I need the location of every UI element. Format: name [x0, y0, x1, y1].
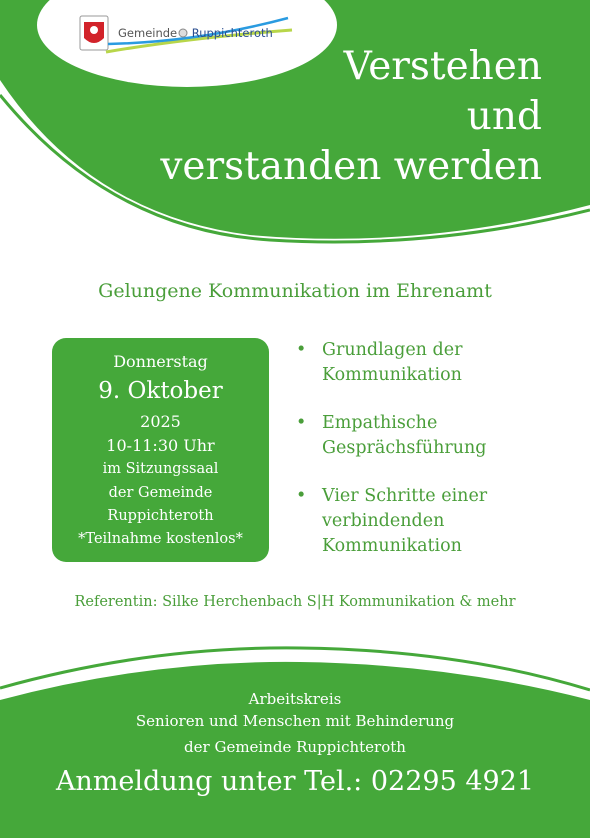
topic-text: Empathische Gesprächsführung	[322, 413, 487, 458]
subtitle: Gelungene Kommunikation im Ehrenamt	[98, 280, 492, 302]
referent-line: Referentin: Silke Herchenbach S|H Kommunikation & mehr	[74, 594, 516, 610]
topic-item	[296, 411, 487, 461]
logo-name: Gemeinde	[118, 26, 178, 40]
footer-line-2: Senioren und Menschen mit Behinderung	[135, 712, 455, 730]
headline-line-1: Verstehen	[343, 44, 542, 89]
topic-item	[296, 338, 487, 388]
bullet-icon: •	[296, 486, 307, 506]
registration-phone: Anmeldung unter Tel.: 02295 4921	[55, 766, 535, 797]
event-place-line-1: im Sitzungssaal	[102, 461, 219, 477]
topic-item	[296, 484, 487, 559]
logo-place: Ruppichteroth	[191, 26, 273, 40]
event-year: 2025	[140, 412, 181, 431]
event-place-line-2: der Gemeinde	[108, 485, 213, 501]
bullet-icon: •	[296, 413, 307, 433]
event-weekday: Donnerstag	[113, 352, 208, 371]
topic-list	[296, 338, 487, 582]
footer-line-1: Arbeitskreis	[248, 690, 342, 708]
event-note: *Teilnahme kostenlos*	[78, 531, 243, 547]
footer-line-3: der Gemeinde Ruppichteroth	[184, 738, 406, 756]
headline	[160, 42, 542, 192]
event-info-box	[52, 338, 269, 562]
logo-wordmark	[118, 26, 273, 40]
headline-line-2: und	[466, 94, 542, 139]
topic-text: Vier Schritte einer verbindenden Kommunikation	[322, 486, 488, 556]
event-time: 10-11:30 Uhr	[106, 436, 215, 455]
bullet-icon: •	[296, 340, 307, 360]
topic-text: Grundlagen der Kommunikation	[322, 340, 463, 385]
headline-line-3: verstanden werden	[160, 144, 542, 189]
event-place-line-3: Ruppichteroth	[107, 508, 214, 524]
event-date: 9. Oktober	[98, 378, 223, 404]
